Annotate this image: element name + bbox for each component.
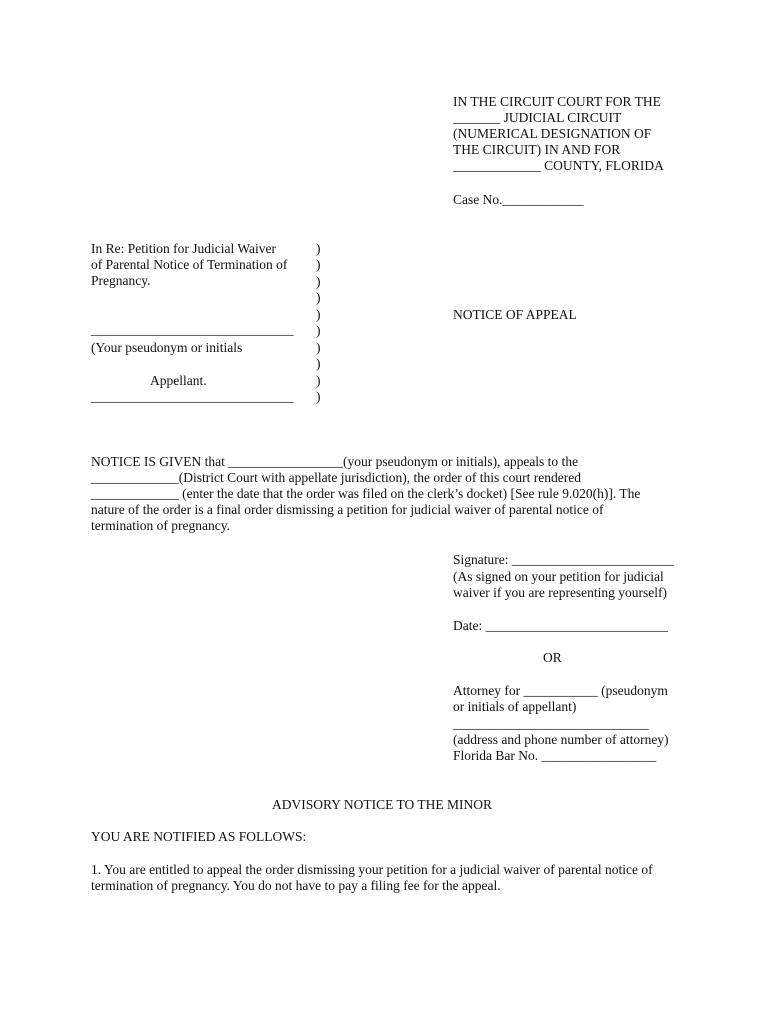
advisory-item-1 <box>91 862 653 894</box>
case-number: Case No.____________ <box>453 192 584 207</box>
caption-paren: ) <box>316 290 321 305</box>
caption-paren: ) <box>316 389 321 404</box>
in-re-line: Pregnancy. <box>91 273 151 288</box>
caption-paren: ) <box>316 307 321 322</box>
court-header-line: THE CIRCUIT) IN AND FOR <box>453 142 621 157</box>
advisory-item-line: 1. You are entitled to appeal the order dismissing your petition for a judicial waiver of parental notice of <box>91 862 653 877</box>
in-re-caption <box>91 241 287 289</box>
court-header-line: IN THE CIRCUIT COURT FOR THE <box>453 94 661 109</box>
document-title: NOTICE OF APPEAL <box>453 307 577 322</box>
notice-line: nature of the order is a final order dismissing a petition for judicial waiver of parental notice of <box>91 502 604 517</box>
pseudonym-signature-line: ______________________________ <box>91 322 294 337</box>
caption-paren: ) <box>316 323 321 338</box>
court-header-line: _____________ COUNTY, FLORIDA <box>453 158 664 173</box>
advisory-notified: YOU ARE NOTIFIED AS FOLLOWS: <box>91 829 307 844</box>
attorney-field: Attorney for ___________ (pseudonym <box>453 683 668 698</box>
in-re-line: of Parental Notice of Termination of <box>91 257 288 272</box>
signature-note: (As signed on your petition for judicial <box>453 569 664 584</box>
appellant-label: Appellant. <box>150 373 207 388</box>
caption-paren: ) <box>316 257 321 272</box>
notice-line: _____________(District Court with appellate jurisdiction), the order of this court rendered <box>91 470 582 485</box>
caption-paren: ) <box>316 373 321 388</box>
court-header <box>453 94 664 174</box>
caption-paren: ) <box>316 241 321 256</box>
advisory-title: ADVISORY NOTICE TO THE MINOR <box>272 797 493 812</box>
notice-line: NOTICE IS GIVEN that _________________(your pseudonym or initials), appeals to the <box>91 454 579 469</box>
pseudonym-label: (Your pseudonym or initials <box>91 340 243 355</box>
advisory-item-line: termination of pregnancy. You do not have to pay a filing fee for the appeal. <box>91 878 501 893</box>
notice-line: _____________ (enter the date that the order was filed on the clerk’s docket) [See rule 9.020(h)]. The <box>91 486 641 501</box>
or-separator: OR <box>543 650 562 665</box>
florida-bar-number: Florida Bar No. _________________ <box>453 748 657 763</box>
court-header-line: (NUMERICAL DESIGNATION OF <box>453 126 652 141</box>
notice-line: termination of pregnancy. <box>91 518 230 533</box>
attorney-signature-line: _____________________________ <box>453 716 649 731</box>
notice-paragraph <box>91 454 640 534</box>
caption-paren: ) <box>316 356 321 371</box>
date-field: Date: ___________________________ <box>453 618 668 633</box>
attorney-address-label: (address and phone number of attorney) <box>453 732 669 747</box>
caption-paren: ) <box>316 274 321 289</box>
court-header-line: _______ JUDICIAL CIRCUIT <box>453 110 622 125</box>
signature-field: Signature: ________________________ <box>453 552 674 567</box>
caption-bottom-line: ______________________________ <box>91 389 294 404</box>
in-re-line: In Re: Petition for Judicial Waiver <box>91 241 276 256</box>
signature-note: waiver if you are representing yourself) <box>453 585 668 600</box>
attorney-field-note: or initials of appellant) <box>453 699 577 714</box>
caption-paren: ) <box>316 340 321 355</box>
